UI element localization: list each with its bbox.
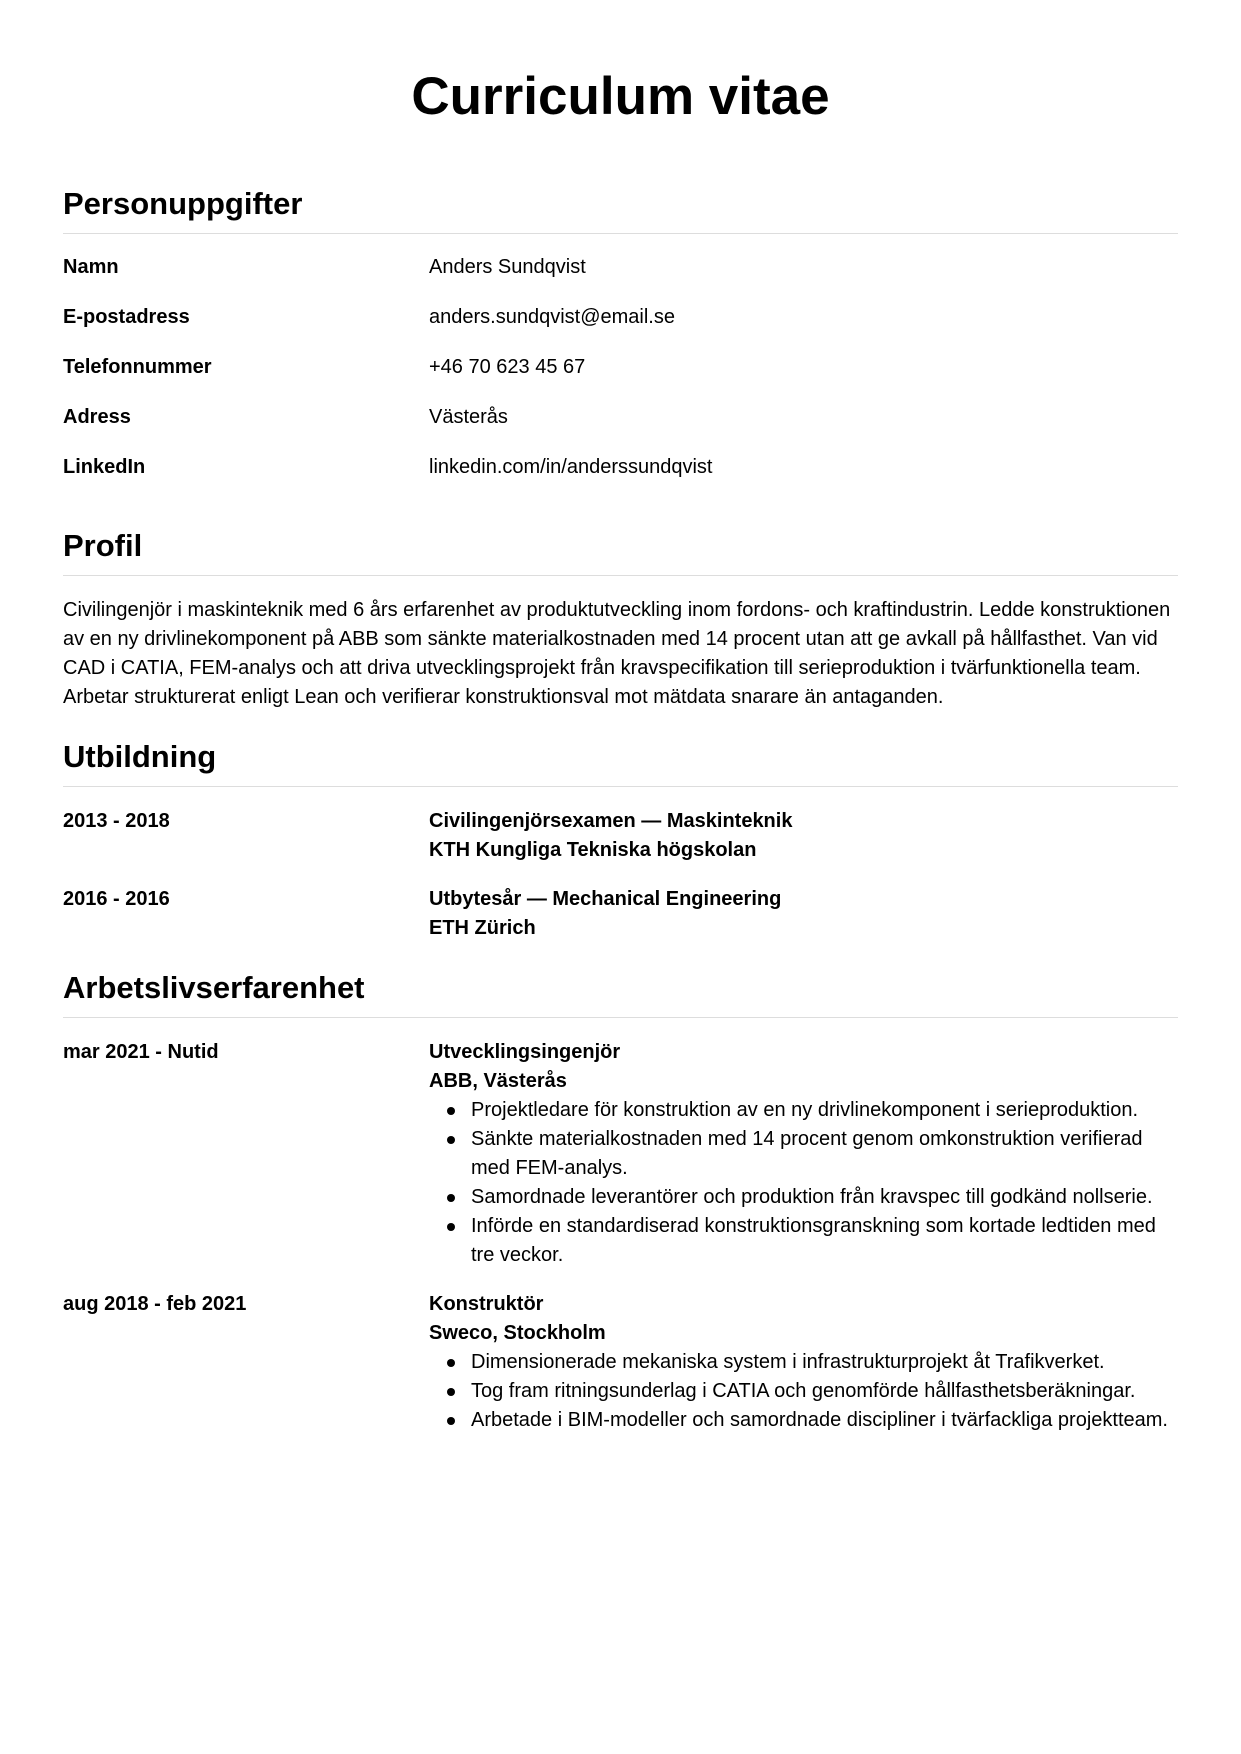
- achievement-item: Projektledare för konstruktion av en ny drivlinekomponent i serieproduktion.: [471, 1096, 1178, 1125]
- entry-title: Konstruktör: [429, 1293, 544, 1315]
- achievement-item: Dimensionerade mekaniska system i infrastrukturprojekt åt Trafikverket.: [471, 1348, 1178, 1377]
- achievement-item: Tog fram ritningsunderlag i CATIA och genomförde hållfasthetsberäkningar.: [471, 1377, 1178, 1406]
- work-entries: [63, 1038, 1178, 1435]
- personal-row-name: [63, 253, 1178, 303]
- entry-date: aug 2018 - feb 2021: [63, 1293, 247, 1315]
- personal-rows: [63, 253, 1178, 503]
- row-label: Namn: [63, 256, 119, 278]
- personal-row-email: [63, 303, 1178, 353]
- linkedin-value: linkedin.com/in/anderssundqvist: [429, 456, 713, 478]
- profile-section: [63, 527, 1178, 712]
- email-value: anders.sundqvist@email.se: [429, 306, 675, 328]
- entry-body: [429, 885, 1178, 943]
- education-heading: Utbildning: [63, 738, 1178, 787]
- personal-row-linkedin: [63, 453, 1178, 503]
- achievement-list: [429, 1096, 1178, 1270]
- personal-section: [63, 185, 1178, 503]
- profile-heading: Profil: [63, 527, 1178, 576]
- achievement-item: Samordnade leverantörer och produktion från kravspec till godkänd nollserie.: [471, 1183, 1178, 1212]
- work-heading: Arbetslivserfarenhet: [63, 969, 1178, 1018]
- entry-date: 2016 - 2016: [63, 888, 170, 910]
- achievement-item: Sänkte materialkostnaden med 14 procent genom omkonstruktion verifierad med FEM-analys.: [471, 1125, 1178, 1183]
- entry-body: [429, 1038, 1178, 1270]
- entry-body: [429, 807, 1178, 865]
- entry-body: [429, 1290, 1178, 1435]
- row-label: LinkedIn: [63, 456, 146, 478]
- education-entry: [63, 807, 1178, 865]
- work-entry: [63, 1038, 1178, 1270]
- entry-title: Civilingenjörsexamen — Maskinteknik: [429, 810, 793, 832]
- profile-text: Civilingenjör i maskinteknik med 6 års erfarenhet av produktutveckling inom fordons- och kraftindustrin. Ledde konstruktionen av en ny drivlinekomponent på ABB som sänkte materialkostnaden med 14 procent utan att ge avkall på hållfasthet. Van vid CAD i CATIA, FEM-analys och att driva utvecklingsprojekt från kravspecifikation till serieproduktion i tvärfunktionella team. Arbetar strukturerat enligt Lean och verifierar konstruktionsval mot mätdata snarare än antaganden.: [63, 599, 1171, 708]
- achievement-item: Införde en standardiserad konstruktionsgranskning som kortade ledtiden med tre veckor.: [471, 1212, 1178, 1270]
- row-label: Telefonnummer: [63, 356, 212, 378]
- phone-value: +46 70 623 45 67: [429, 356, 586, 378]
- entry-organization: ETH Zürich: [429, 917, 536, 939]
- entry-organization: KTH Kungliga Tekniska högskolan: [429, 839, 757, 861]
- entry-date: 2013 - 2018: [63, 810, 170, 832]
- personal-row-address: [63, 403, 1178, 453]
- work-section: [63, 969, 1178, 1435]
- work-entry: [63, 1290, 1178, 1435]
- entry-title: Utvecklingsingenjör: [429, 1041, 621, 1063]
- row-label: Adress: [63, 406, 131, 428]
- entry-organization: ABB, Västerås: [429, 1070, 567, 1092]
- education-entries: [63, 807, 1178, 943]
- document-title: Curriculum vitae: [411, 67, 830, 126]
- row-label: E-postadress: [63, 306, 190, 328]
- entry-organization: Sweco, Stockholm: [429, 1322, 606, 1344]
- entry-date: mar 2021 - Nutid: [63, 1041, 219, 1063]
- name-value: Anders Sundqvist: [429, 256, 586, 278]
- education-section: [63, 738, 1178, 943]
- personal-row-phone: [63, 353, 1178, 403]
- entry-title: Utbytesår — Mechanical Engineering: [429, 888, 782, 910]
- address-value: Västerås: [429, 406, 508, 428]
- achievement-item: Arbetade i BIM-modeller och samordnade discipliner i tvärfackliga projektteam.: [471, 1406, 1178, 1435]
- education-entry: [63, 885, 1178, 943]
- achievement-list: [429, 1348, 1178, 1435]
- personal-heading: Personuppgifter: [63, 185, 1178, 234]
